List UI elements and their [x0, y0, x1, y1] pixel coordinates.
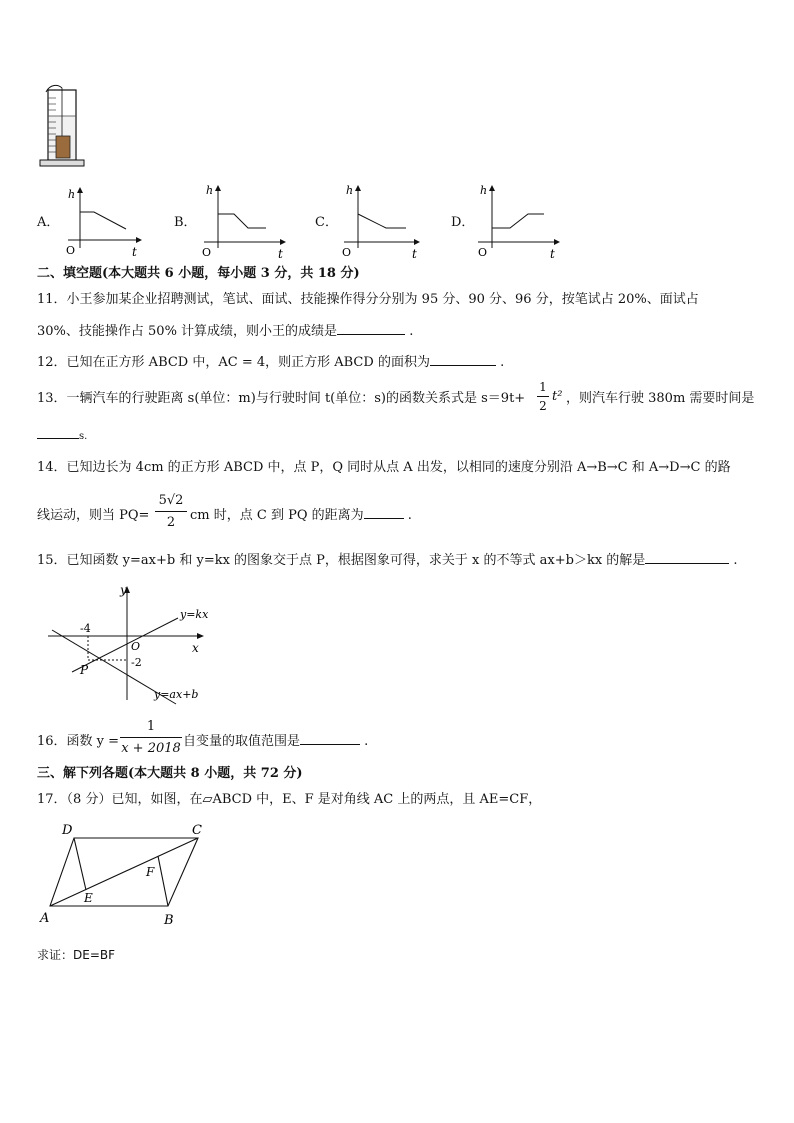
q16-frac-den: x + 2018 — [121, 741, 181, 756]
q13-frac-num: 1 — [539, 380, 547, 394]
q13-post: ，则汽车行驶 380m 需要时间是 — [566, 391, 755, 406]
svg-text:y=ax+b: y=ax+b — [154, 688, 199, 701]
q11-line1: 11．小王参加某企业招聘测试，笔试、面试、技能操作得分分别为 95 分、90 分、96 分，按笔试占 20%、面试占 — [37, 292, 699, 307]
option-a-graph — [58, 184, 144, 260]
q13-frac — [537, 381, 549, 412]
q16-post-line: 自变量的取值范围是 . — [183, 734, 369, 749]
svg-text:-4: -4 — [80, 622, 91, 635]
svg-text:B: B — [164, 913, 174, 928]
svg-text:P: P — [80, 663, 89, 677]
svg-text:h: h — [346, 184, 354, 197]
q17-parallelogram-figure — [36, 818, 216, 930]
q11-line2: 30%、技能操作占 50% 计算成绩，则小王的成绩是 . — [37, 324, 414, 339]
svg-text:O: O — [202, 246, 212, 259]
q11-line2-text: 30%、技能操作占 50% 计算成绩，则小王的成绩是 — [37, 324, 338, 339]
option-c-label: C． — [315, 215, 338, 230]
q16-post: 自变量的取值范围是 — [183, 734, 301, 749]
svg-text:t: t — [412, 247, 417, 260]
q13-frac-bar — [537, 396, 549, 397]
q13-t2: t² — [552, 389, 563, 404]
svg-text:y: y — [120, 583, 127, 597]
q12-text: 12．已知在正方形 ABCD 中，AC = 4，则正方形 ABCD 的面积为 . — [37, 355, 505, 370]
svg-text:O: O — [66, 244, 76, 257]
svg-text:t: t — [550, 247, 555, 260]
section-2-title: 二、填空题(本大题共 6 小题，每小题 3 分，共 18 分) — [37, 266, 360, 281]
q16-answer-blank — [300, 744, 360, 745]
svg-text:A: A — [40, 911, 50, 926]
svg-text:E: E — [84, 891, 93, 905]
q14-frac-bar — [155, 511, 187, 512]
option-d-graph — [470, 182, 562, 260]
q14-post: cm 时，点 C 到 PQ 的距离为 — [190, 508, 364, 523]
q15-answer-blank — [645, 563, 729, 564]
q14-frac-den: 2 — [166, 515, 176, 530]
option-b-graph — [196, 182, 288, 260]
q14-frac — [155, 494, 187, 529]
q14-line1: 14．已知边长为 4cm 的正方形 ABCD 中，点 P，Q 同时从点 A 出发，以相同的速度分别沿 A→B→C 和 A→D→C 的路 — [37, 460, 731, 475]
svg-text:O: O — [342, 246, 352, 259]
q14-answer-blank — [364, 518, 404, 519]
q17-text: 17．（8 分）已知，如图，在▱ABCD 中，E、F 是对角线 AC 上的两点，且 AE=CF， — [37, 792, 542, 807]
q11-answer-blank — [337, 334, 405, 335]
svg-text:x: x — [192, 641, 199, 655]
q13-answer-blank — [37, 438, 79, 439]
svg-text:t: t — [278, 247, 283, 260]
svg-text:h: h — [480, 184, 488, 197]
beaker-figure — [36, 84, 88, 172]
svg-text:t: t — [132, 245, 137, 259]
option-c-graph — [336, 182, 422, 260]
q13-line2 — [37, 429, 87, 442]
q13-pre: 13．一辆汽车的行驶距离 s(单位：m)与行驶时间 t(单位：s)的函数关系式是 s＝9t+ — [37, 391, 526, 406]
svg-text:O: O — [131, 640, 141, 653]
svg-text:-2: -2 — [131, 656, 142, 669]
q14-pre: 线运动，则当 PQ= — [37, 508, 150, 523]
q16-pre: 16．函数 y = — [37, 734, 120, 749]
q14-post-line: cm 时，点 C 到 PQ 的距离为 . — [190, 508, 412, 523]
q15-text: 15．已知函数 y=ax+b 和 y=kx 的图象交于点 P，根据图象可得，求关于 x 的不等式 ax+b＞kx 的解是 . — [37, 553, 738, 568]
q12-question: 12．已知在正方形 ABCD 中，AC = 4，则正方形 ABCD 的面积为 — [37, 355, 430, 370]
q16-frac-num: 1 — [146, 719, 156, 734]
option-a-label: A． — [37, 215, 60, 230]
q15-question: 15．已知函数 y=ax+b 和 y=kx 的图象交于点 P，根据图象可得，求关于 x 的不等式 ax+b＞kx 的解是 — [37, 553, 646, 568]
q16-frac — [120, 720, 182, 755]
svg-text:y=kx: y=kx — [180, 608, 209, 621]
svg-text:O: O — [478, 246, 488, 259]
svg-text:F: F — [146, 865, 155, 879]
svg-text:D: D — [62, 823, 73, 838]
svg-text:h: h — [206, 184, 214, 197]
option-b-label: B． — [174, 215, 197, 230]
svg-text:C: C — [192, 823, 202, 838]
q13-frac-den: 2 — [539, 399, 547, 413]
q15-graph — [40, 580, 220, 710]
section-3-title: 三、解下列各题(本大题共 8 小题，共 72 分) — [37, 766, 303, 781]
option-d-label: D． — [451, 215, 475, 230]
q13-unit: s. — [79, 431, 88, 442]
q14-frac-num: 5√2 — [158, 493, 184, 508]
q12-answer-blank — [430, 365, 496, 366]
svg-text:h: h — [68, 188, 76, 201]
q16-frac-bar — [120, 737, 182, 738]
q17-prove: 求证：DE=BF — [37, 948, 116, 962]
